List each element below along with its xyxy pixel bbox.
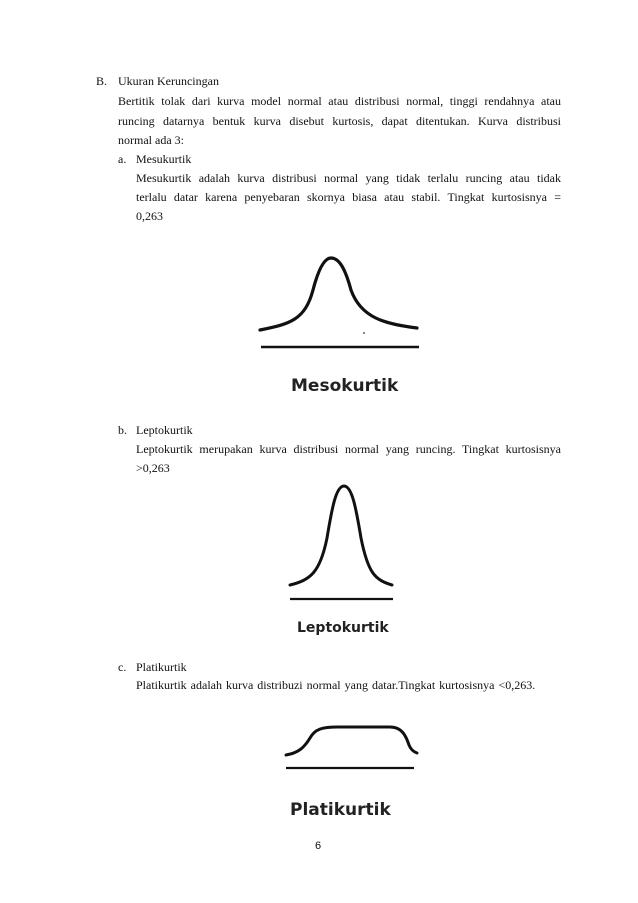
item-b-marker: b. (118, 423, 127, 437)
mesokurtik-curve (255, 250, 425, 355)
section-marker: B. (96, 74, 108, 88)
platikurtik-caption: Platikurtik (290, 800, 391, 820)
leptokurtik-curve (280, 478, 400, 606)
intro-line-1: Bertitik tolak dari kurva model normal atau distribusi normal, tinggi rendahnya atau (118, 94, 561, 108)
mesokurtik-caption: Mesokurtik (291, 376, 399, 396)
intro-line-3: normal ada 3: (118, 133, 184, 147)
intro-line-2: runcing datarnya bentuk kurva disebut kurtosis, dapat ditentukan. Kurva distribusi (118, 114, 561, 128)
item-c-line-1: Platikurtik adalah kurva distribuzi normal yang datar.Tingkat kurtosisnya <0,263. (136, 678, 536, 692)
item-b-title: Leptokurtik (136, 423, 193, 437)
item-a-title: Mesukurtik (136, 152, 192, 166)
item-c-marker: c. (118, 660, 127, 674)
item-c-title: Platikurtik (136, 660, 187, 674)
page-number: 6 (315, 840, 322, 852)
item-a-line-2: terlalu datar karena penyebaran skornya biasa atau stabil. Tingkat kurtosisnya = (136, 190, 561, 204)
section-title: Ukuran Keruncingan (118, 74, 219, 88)
item-a-line-3: 0,263 (136, 209, 163, 223)
item-a-line-1: Mesukurtik adalah kurva distribusi normal yang tidak terlalu runcing atau tidak (136, 171, 561, 185)
platikurtik-curve (280, 718, 420, 773)
item-a-marker: a. (118, 152, 127, 166)
item-b-line-1: Leptokurtik merupakan kurva distribusi normal yang runcing. Tingkat kurtosisnya (136, 442, 561, 456)
leptokurtik-caption: Leptokurtik (297, 620, 389, 636)
item-b-line-2: >0,263 (136, 461, 170, 475)
